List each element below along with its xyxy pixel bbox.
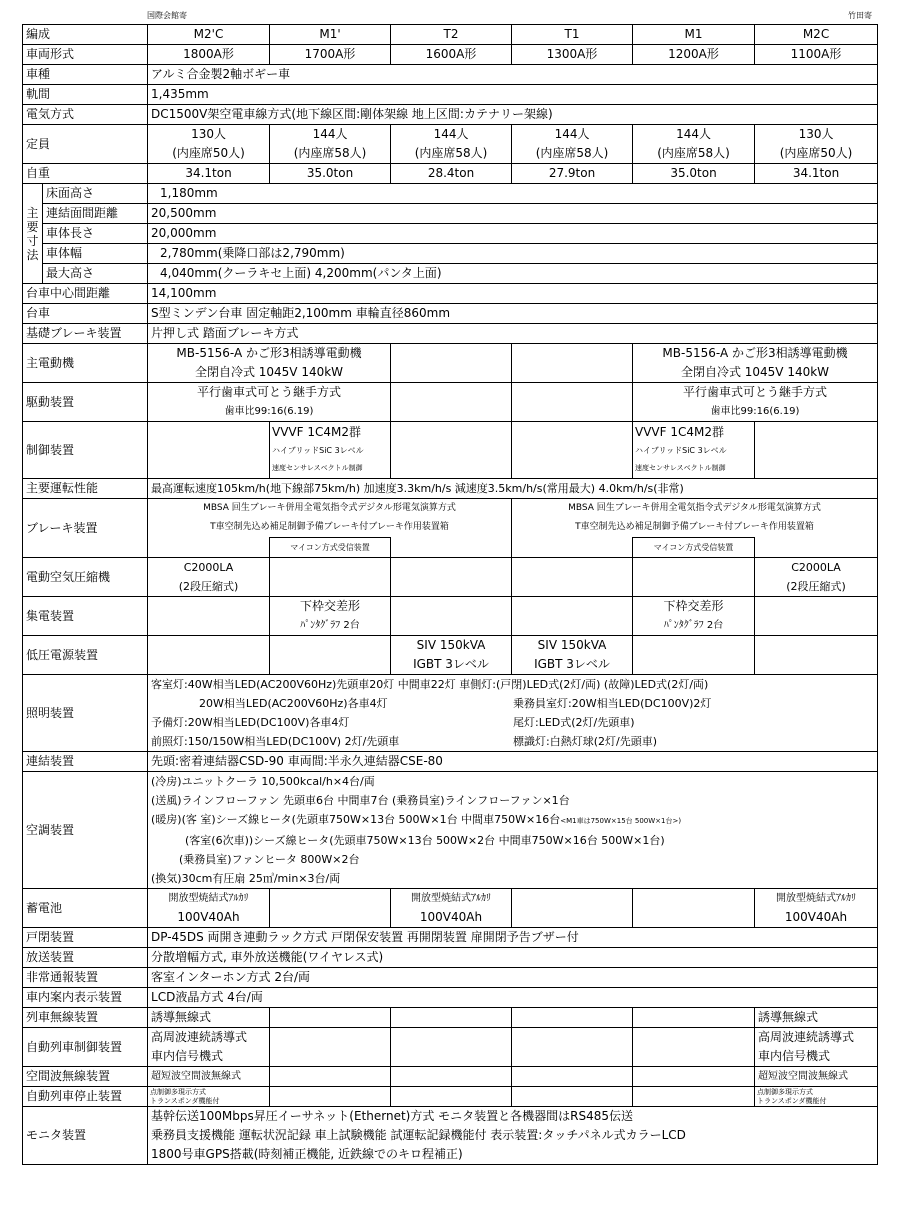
row-brake-a — [23, 499, 878, 538]
label-motor: 主電動機 — [23, 344, 148, 383]
label-coupled-length: 連結面間距離 — [43, 204, 148, 224]
max-height-value: 4,040mm(クーラキセ上面) 4,200mm(パンタ上面) — [148, 264, 878, 284]
row-lv-power — [23, 636, 878, 675]
coupler-value: 先頭:密着連結器CSD-90 車両間:半永久連結器CSE-80 — [148, 752, 878, 772]
label-floor-height: 床面高さ — [43, 184, 148, 204]
label-main-dimensions: 主 要 寸 法 — [23, 184, 43, 284]
label-performance: 主要運転性能 — [23, 479, 148, 499]
space-radio-right: 超短波空間波無線式 — [755, 1067, 878, 1087]
label-radio: 列車無線装置 — [23, 1008, 148, 1028]
row-weight — [23, 164, 878, 184]
weight-value: 34.1ton — [755, 164, 878, 184]
row-motor — [23, 344, 878, 383]
label-aircon: 空調装置 — [23, 772, 148, 889]
collector-right: 下枠交差形 ﾊﾟﾝﾀｸﾞﾗﾌ 2台 — [633, 597, 755, 636]
capacity-cell — [512, 125, 633, 164]
capacity-seats: (内座席50人) — [779, 146, 853, 160]
empty-cell — [270, 1087, 391, 1107]
weight-value: 28.4ton — [391, 164, 512, 184]
empty-cell — [270, 1008, 391, 1028]
body-length-value: 20,000mm — [148, 224, 878, 244]
label-monitor: モニタ装置 — [23, 1107, 148, 1165]
aircon-value: (冷房)ユニットクーラ 10,500kcal/h×4台/両 (送風)ラインフローファン 先頭車6台 中間車7台 (乗務員室)ラインフローファン×1台 (暖房)(客 室)シーズ線ヒータ(先頭車750W×13台 500W×1台 中間車750W×16台<M1車は750W×15台 500W×1台>) (客室(6次車))シーズ線ヒータ(先頭車750W×13台 500W×2台 中間車750W×16台 500W×1台) (乗務員室)ファンヒータ 800W×2台 (換気)30cm有圧扇 25㎥/min×3台/両 — [148, 772, 878, 889]
display-value: LCD液晶方式 4台/両 — [148, 988, 878, 1008]
capacity-seats: (内座席58人) — [535, 146, 609, 160]
model-value: 1300A形 — [512, 45, 633, 65]
empty-cell — [391, 538, 512, 558]
label-drive: 駆動装置 — [23, 383, 148, 422]
model-value: 1200A形 — [633, 45, 755, 65]
empty-cell — [391, 558, 512, 597]
row-battery — [23, 889, 878, 928]
brake-receiver-left: マイコン方式受信装置 — [270, 538, 391, 558]
capacity-cell — [270, 125, 391, 164]
lv-power-right: SIV 150kVA IGBT 3レベル — [512, 636, 633, 675]
label-weight: 自重 — [23, 164, 148, 184]
compressor-right: C2000LA (2段圧縮式) — [755, 558, 878, 597]
monitor-value: 基幹伝送100Mbps昇圧イーサネット(Ethernet)方式 モニタ装置と各機器間はRS485伝送 乗務員支援機能 運転状況記録 車上試験機能 試運転記録機能付 表示装置:タッチパネル式カラーLCD 1800号車GPS搭載(時刻補正機能, 近鉄線でのキロ程補正) — [148, 1107, 878, 1165]
car-header: M2'C — [148, 25, 270, 45]
direction-right-label: 竹田寄 — [848, 11, 872, 20]
row-gauge — [23, 85, 878, 105]
control-right: VVVF 1C4M2群 ハイブリッドSiC 3レベル 速度センサレスベクトル制御 — [633, 422, 755, 479]
ats-right: 点制御多現示方式 トランスポンダ機能付 — [755, 1087, 878, 1107]
capacity-seats: (内座席58人) — [657, 146, 730, 160]
row-display — [23, 988, 878, 1008]
row-bogie — [23, 304, 878, 324]
motor-left: MB-5156-A かご形3相誘導電動機 全閉自冷式 1045V 140kW — [148, 344, 391, 383]
battery-cell: 開放型焼結式ｱﾙｶﾘ 100V40Ah — [391, 889, 512, 928]
empty-cell — [148, 422, 270, 479]
empty-cell — [148, 636, 270, 675]
capacity-cell — [633, 125, 755, 164]
label-max-height: 最大高さ — [43, 264, 148, 284]
empty-cell — [391, 383, 512, 422]
spec-table — [22, 24, 878, 1165]
empty-cell — [391, 597, 512, 636]
motor-right: MB-5156-A かご形3相誘導電動機 全閉自冷式 1045V 140kW — [633, 344, 878, 383]
weight-value: 34.1ton — [148, 164, 270, 184]
coupled-length-value: 20,500mm — [148, 204, 878, 224]
label-base-brake: 基礎ブレーキ装置 — [23, 324, 148, 344]
row-space-radio — [23, 1067, 878, 1087]
empty-cell — [512, 344, 633, 383]
empty-cell — [270, 1067, 391, 1087]
row-radio — [23, 1008, 878, 1028]
empty-cell — [633, 636, 755, 675]
collector-left: 下枠交差形 ﾊﾟﾝﾀｸﾞﾗﾌ 2台 — [270, 597, 391, 636]
label-ats: 自動列車停止装置 — [23, 1087, 148, 1107]
empty-cell — [148, 597, 270, 636]
label-gauge: 軌間 — [23, 85, 148, 105]
compressor-left: C2000LA (2段圧縮式) — [148, 558, 270, 597]
weight-value: 35.0ton — [633, 164, 755, 184]
row-base-brake — [23, 324, 878, 344]
row-dim-body-length — [23, 224, 878, 244]
battery-cell: 開放型焼結式ｱﾙｶﾘ 100V40Ah — [148, 889, 270, 928]
empty-cell — [270, 636, 391, 675]
car-header: T2 — [391, 25, 512, 45]
label-door: 戸閉装置 — [23, 928, 148, 948]
row-emergency — [23, 968, 878, 988]
label-electric: 電気方式 — [23, 105, 148, 125]
row-dim-width — [23, 244, 878, 264]
empty-cell — [633, 1067, 755, 1087]
empty-cell — [512, 1067, 633, 1087]
empty-cell — [633, 1087, 755, 1107]
capacity-total: 144人 — [676, 127, 711, 141]
capacity-total: 144人 — [312, 127, 348, 141]
row-ats — [23, 1087, 878, 1107]
car-type-value: アルミ合金製2軸ボギー車 — [148, 65, 878, 85]
empty-cell — [270, 1028, 391, 1067]
empty-cell — [391, 1087, 512, 1107]
empty-cell — [270, 889, 391, 928]
performance-value: 最高運転速度105km/h(地下線部75km/h) 加速度3.3km/h/s 減速度3.5km/h/s(常用最大) 4.0km/h/s(非常) — [148, 479, 878, 499]
label-bogie: 台車 — [23, 304, 148, 324]
empty-cell — [391, 344, 512, 383]
capacity-total: 144人 — [433, 127, 469, 141]
empty-cell — [391, 422, 512, 479]
row-drive — [23, 383, 878, 422]
model-value: 1800A形 — [148, 45, 270, 65]
door-value: DP-45DS 両開き連動ラック方式 戸閉保安装置 再開閉装置 扉開閉予告ブザー付 — [148, 928, 878, 948]
empty-cell — [512, 558, 633, 597]
weight-value: 35.0ton — [270, 164, 391, 184]
capacity-seats: (内座席58人) — [414, 146, 488, 160]
empty-cell — [391, 1028, 512, 1067]
row-brake-b — [23, 538, 878, 558]
empty-cell — [512, 1008, 633, 1028]
empty-cell — [633, 1008, 755, 1028]
atc-right: 高周波連続誘導式 車内信号機式 — [755, 1028, 878, 1067]
label-formation: 編成 — [23, 25, 148, 45]
model-value: 1100A形 — [755, 45, 878, 65]
row-dim-coupled — [23, 204, 878, 224]
label-compressor: 電動空気圧縮機 — [23, 558, 148, 597]
label-control: 制御装置 — [23, 422, 148, 479]
car-header: M1 — [633, 25, 755, 45]
label-space-radio: 空間波無線装置 — [23, 1067, 148, 1087]
electric-value: DC1500V架空電車線方式(地下線区間:剛体架線 地上区間:カテナリー架線) — [148, 105, 878, 125]
empty-cell — [512, 422, 633, 479]
row-control — [23, 422, 878, 479]
label-display: 車内案内表示装置 — [23, 988, 148, 1008]
car-header: M1' — [270, 25, 391, 45]
empty-cell — [512, 597, 633, 636]
body-width-value: 2,780mm(乗降口部は2,790mm) — [148, 244, 878, 264]
control-left: VVVF 1C4M2群 ハイブリッドSiC 3レベル 速度センサレスベクトル制御 — [270, 422, 391, 479]
empty-cell — [633, 1028, 755, 1067]
label-bogie-center: 台車中心間距離 — [23, 284, 148, 304]
row-dim-floor — [23, 184, 878, 204]
brake-left: MBSA 回生ブレーキ併用全電気指令式デジタル形電気演算方式 T車空制先込め補足制御予備ブレーキ付ブレーキ作用装置箱 — [148, 499, 512, 538]
row-formation — [23, 25, 878, 45]
capacity-total: 130人 — [191, 127, 226, 141]
label-emergency: 非常通報装置 — [23, 968, 148, 988]
capacity-cell — [391, 125, 512, 164]
atc-left: 高周波連続誘導式 車内信号機式 — [148, 1028, 270, 1067]
empty-cell — [512, 1087, 633, 1107]
label-pa: 放送装置 — [23, 948, 148, 968]
label-body-length: 車体長さ — [43, 224, 148, 244]
empty-cell — [755, 636, 878, 675]
label-capacity: 定員 — [23, 125, 148, 164]
capacity-seats: (内座席58人) — [293, 146, 367, 160]
row-capacity — [23, 125, 878, 164]
row-monitor — [23, 1107, 878, 1165]
empty-cell — [148, 538, 270, 558]
empty-cell — [633, 889, 755, 928]
empty-cell — [755, 538, 878, 558]
direction-left-label: 国際会館寄 — [147, 11, 187, 20]
radio-right: 誘導無線式 — [755, 1008, 878, 1028]
weight-value: 27.9ton — [512, 164, 633, 184]
car-header: M2C — [755, 25, 878, 45]
lv-power-left: SIV 150kVA IGBT 3レベル — [391, 636, 512, 675]
row-bogie-center — [23, 284, 878, 304]
brake-right: MBSA 回生ブレーキ併用全電気指令式デジタル形電気演算方式 T車空制先込め補足制御予備ブレーキ付ブレーキ作用装置箱 — [512, 499, 878, 538]
capacity-seats: (内座席50人) — [172, 146, 245, 160]
empty-cell — [755, 597, 878, 636]
empty-cell — [512, 889, 633, 928]
emergency-value: 客室インターホン方式 2台/両 — [148, 968, 878, 988]
capacity-total: 144人 — [554, 127, 590, 141]
row-collector — [23, 597, 878, 636]
row-electric — [23, 105, 878, 125]
label-lv-power: 低圧電源装置 — [23, 636, 148, 675]
row-performance — [23, 479, 878, 499]
empty-cell — [391, 1008, 512, 1028]
capacity-total: 130人 — [798, 127, 834, 141]
row-aircon — [23, 772, 878, 889]
model-value: 1600A形 — [391, 45, 512, 65]
radio-left: 誘導無線式 — [148, 1008, 270, 1028]
empty-cell — [512, 1028, 633, 1067]
capacity-cell — [148, 125, 270, 164]
floor-height-value: 1,180mm — [148, 184, 878, 204]
empty-cell — [512, 538, 633, 558]
empty-cell — [391, 1067, 512, 1087]
label-coupler: 連結装置 — [23, 752, 148, 772]
bogie-value: S型ミンデン台車 固定軸距2,100mm 車輪直径860mm — [148, 304, 878, 324]
label-model: 車両形式 — [23, 45, 148, 65]
empty-cell — [633, 558, 755, 597]
row-atc — [23, 1028, 878, 1067]
lighting-value: 客室灯:40W相当LED(AC200V60Hz)先頭車20灯 中間車22灯 車側灯:(戸閉)LED式(2灯/両) (故障)LED式(2灯/両) 20W相当LED(AC200V60Hz)各車4灯 乗務員室灯:20W相当LED(DC100V)2灯 予備灯:20W相当LED(DC100V)各車4灯 尾灯:LED式(2灯/先頭車) 前照灯:150/150W相当LED(DC100V) 2灯/先頭車 標識灯:白熱灯球(2灯/先頭車) — [148, 675, 878, 752]
row-compressor — [23, 558, 878, 597]
space-radio-left: 超短波空間波無線式 — [148, 1067, 270, 1087]
row-pa — [23, 948, 878, 968]
battery-cell: 開放型焼結式ｱﾙｶﾘ 100V40Ah — [755, 889, 878, 928]
capacity-cell — [755, 125, 878, 164]
car-header: T1 — [512, 25, 633, 45]
empty-cell — [270, 558, 391, 597]
label-atc: 自動列車制御装置 — [23, 1028, 148, 1067]
label-brake: ブレーキ装置 — [23, 499, 148, 558]
label-lighting: 照明装置 — [23, 675, 148, 752]
row-car-type — [23, 65, 878, 85]
brake-receiver-right: マイコン方式受信装置 — [633, 538, 755, 558]
gauge-value: 1,435mm — [148, 85, 878, 105]
ats-left: 点制御多現示方式 トランスポンダ機能付 — [148, 1087, 270, 1107]
model-value: 1700A形 — [270, 45, 391, 65]
empty-cell — [755, 422, 878, 479]
label-battery: 蓄電池 — [23, 889, 148, 928]
drive-left: 平行歯車式可とう継手方式 歯車比99:16(6.19) — [148, 383, 391, 422]
row-model — [23, 45, 878, 65]
label-collector: 集電装置 — [23, 597, 148, 636]
pa-value: 分散増幅方式, 車外放送機能(ワイヤレス式) — [148, 948, 878, 968]
label-car-type: 車種 — [23, 65, 148, 85]
row-lighting — [23, 675, 878, 752]
row-dim-height — [23, 264, 878, 284]
base-brake-value: 片押し式 踏面ブレーキ方式 — [148, 324, 878, 344]
row-door — [23, 928, 878, 948]
label-body-width: 車体幅 — [43, 244, 148, 264]
drive-right: 平行歯車式可とう継手方式 歯車比99:16(6.19) — [633, 383, 878, 422]
bogie-center-value: 14,100mm — [148, 284, 878, 304]
empty-cell — [512, 383, 633, 422]
row-coupler — [23, 752, 878, 772]
